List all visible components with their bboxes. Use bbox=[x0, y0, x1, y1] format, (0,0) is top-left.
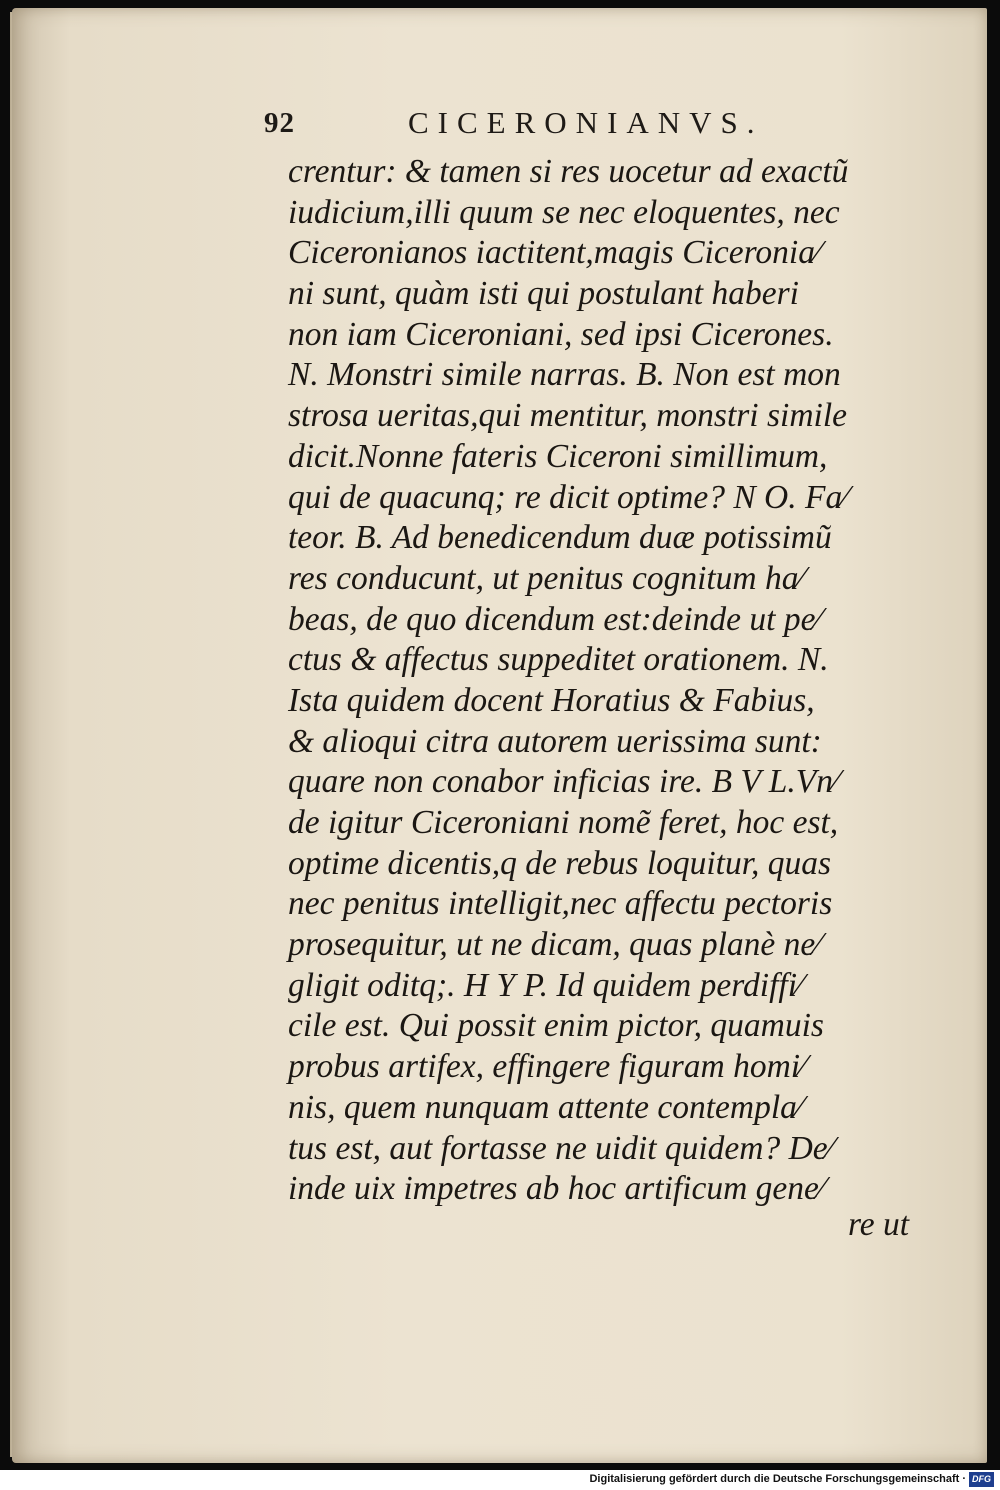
text-line: & alioqui citra autorem uerissima sunt: bbox=[288, 722, 822, 760]
page-number: 92 bbox=[264, 107, 295, 139]
text-line: crentur: & tamen si res uocetur ad exactũ bbox=[288, 153, 849, 190]
text-line: optime dicentis,q de rebus loquitur, quas bbox=[288, 844, 832, 882]
text-line: Ciceronianos iactitent,magis Ciceronia⁄ bbox=[288, 234, 821, 272]
text-line: nec penitus intelligit,nec affectu pectoris bbox=[288, 885, 833, 923]
text-line: teor. B. Ad benedicendum duæ potissimũ bbox=[288, 519, 832, 557]
text-line: ctus & affectus suppeditet orationem. N. bbox=[288, 641, 829, 679]
text-line: ni sunt, quàm isti qui postulant haberi bbox=[288, 275, 799, 313]
catchword: re ut bbox=[848, 1206, 910, 1243]
footer-bar bbox=[0, 1470, 1000, 1490]
text-line: dicit.Nonne fateris Ciceroni simillimum, bbox=[288, 437, 828, 475]
running-head bbox=[258, 103, 798, 143]
text-line: non iam Ciceroniani, sed ipsi Cicerones. bbox=[288, 315, 834, 353]
text-line: strosa ueritas,qui mentitur, monstri simile bbox=[288, 397, 847, 435]
text-line: Ista quidem docent Horatius & Fabius, bbox=[288, 681, 815, 719]
text-line: inde uix impetres ab hoc artificum gene⁄ bbox=[288, 1170, 825, 1208]
text-line: quare non conabor inficias ire. B V L.Vn⁄ bbox=[288, 763, 839, 801]
text-line: N. Monstri simile narras. B. Non est mon bbox=[288, 356, 841, 394]
text-line: cile est. Qui possit enim pictor, quamuis bbox=[288, 1007, 824, 1045]
text-line: gligit oditq;. H Y P. Id quidem perdiffi⁄ bbox=[288, 966, 803, 1004]
running-title: CICERONIANVS. bbox=[408, 105, 764, 140]
text-line: de igitur Ciceroniani nomẽ feret, hoc est, bbox=[288, 804, 839, 841]
text-line: tus est, aut fortasse ne uidit quidem? De⁄ bbox=[288, 1129, 834, 1167]
text-line: iudicium,illi quum se nec eloquentes, nec bbox=[288, 193, 840, 231]
text-line: beas, de quo dicendum est:deinde ut pe⁄ bbox=[288, 600, 822, 638]
text-line: qui de quacunq; re dicit optime? N O. Fa⁄ bbox=[288, 478, 848, 516]
text-line: nis, quem nunquam attente contempla⁄ bbox=[288, 1088, 803, 1126]
text-line: probus artifex, effingere figuram homi⁄ bbox=[288, 1048, 806, 1086]
funding-credit: Digitalisierung gefördert durch die Deutsche Forschungsgemeinschaft · bbox=[589, 1473, 966, 1485]
text-line: prosequitur, ut ne dicam, quas planè ne⁄ bbox=[288, 926, 821, 964]
dfg-logo: DFG bbox=[969, 1472, 994, 1487]
body-text bbox=[288, 152, 928, 1210]
text-line: res conducunt, ut penitus cognitum ha⁄ bbox=[288, 559, 805, 597]
